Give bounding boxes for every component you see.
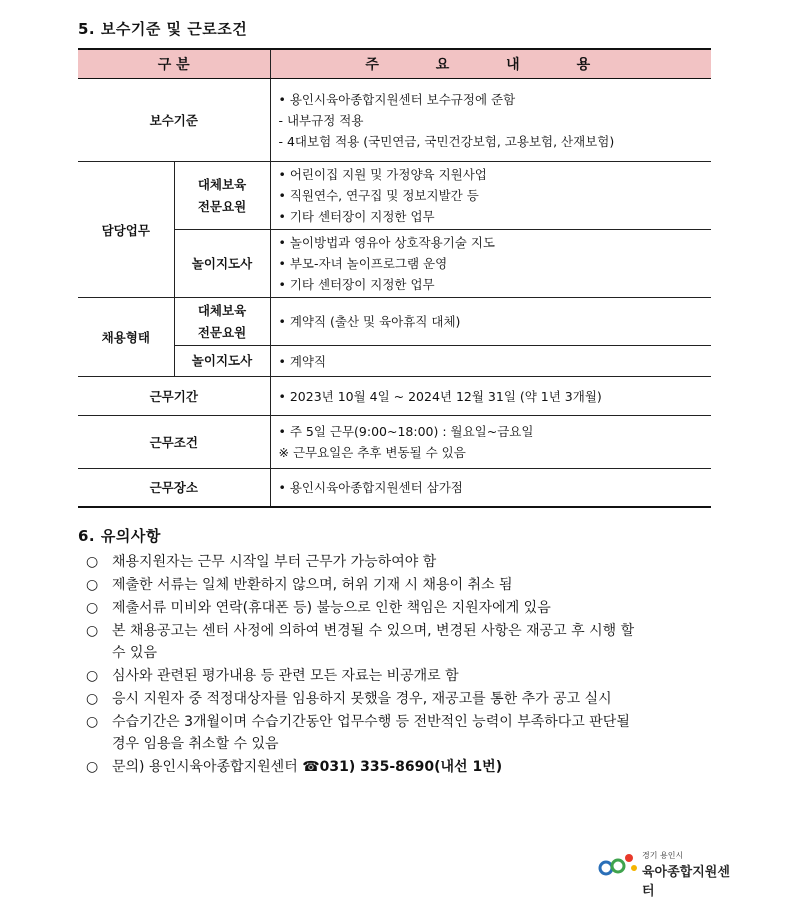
- contact-text: 문의) 용인시육아종합지원센터: [112, 759, 303, 775]
- circle-bullet-icon: ○: [86, 623, 99, 639]
- content-line: • 기타 센터장이 지정한 업무: [278, 209, 435, 224]
- circle-bullet-icon: ○: [86, 554, 99, 570]
- sub-line: 전문요원: [197, 198, 247, 214]
- table-row: [78, 469, 711, 507]
- sub-line: 대체보육: [197, 176, 247, 192]
- note-text: 채용지원자는 근무 시작일 부터 근무가 가능하여야 함: [112, 554, 437, 570]
- employment-sub-label: [174, 298, 270, 346]
- circle-bullet-icon: ○: [86, 714, 99, 730]
- note-text: 심사와 관련된 평가내용 등 관련 모든 자료는 비공개로 함: [112, 668, 459, 684]
- circle-bullet-icon: ○: [86, 691, 99, 707]
- section5-title: 5. 보수기준 및 근로조건: [78, 20, 248, 38]
- period-label: 근무기간: [78, 377, 270, 416]
- sub-line: 전문요원: [197, 324, 247, 340]
- circle-bullet-icon: ○: [86, 668, 99, 684]
- list-item: [86, 597, 726, 619]
- content-line: - 4대보험 적용 (국민연금, 국민건강보험, 고용보험, 산재보험): [278, 133, 615, 149]
- circle-bullet-icon: ○: [86, 759, 99, 775]
- list-item: [86, 551, 726, 573]
- header-content: 주 요 내 용: [270, 49, 711, 79]
- list-item: [86, 574, 726, 596]
- contact-item: [86, 756, 726, 778]
- conditions-label: 근무조건: [78, 416, 270, 469]
- content-line: • 기타 센터장이 지정한 업무: [278, 277, 435, 292]
- content-line: • 놀이방법과 영유아 상호작용기술 지도: [278, 235, 495, 250]
- logo-subtitle: 경기 용인시: [642, 851, 684, 860]
- header-category: 구 분: [78, 49, 270, 79]
- table-row: [78, 79, 711, 162]
- list-item: [86, 620, 726, 664]
- content-line: • 부모-자녀 놀이프로그램 운영: [278, 256, 448, 271]
- table-row: [78, 416, 711, 469]
- note-text: 경우 임용을 취소할 수 있음: [112, 736, 279, 752]
- employment-content: • 계약직: [270, 346, 711, 377]
- sub-line: 대체보육: [197, 302, 247, 318]
- period-content: • 2023년 10월 4일 ~ 2024년 12월 31일 (약 1년 3개월): [270, 377, 711, 416]
- conditions-table: [78, 48, 711, 508]
- table-row: [78, 377, 711, 416]
- employment-label: 채용형태: [78, 298, 174, 377]
- contact-phone: ☎031) 335-8690(내선 1번): [302, 759, 503, 775]
- content-line: • 어린이집 지원 및 가정양육 지원사업: [278, 167, 487, 182]
- content-line: • 용인시육아종합지원센터 보수규정에 준함: [278, 91, 516, 107]
- employment-content: • 계약직 (출산 및 육아휴직 대체): [270, 298, 711, 346]
- table-header-row: [78, 49, 711, 79]
- note-text: 수습기간은 3개월이며 수습기간동안 업무수행 등 전반적인 능력이 부족하다고 판단될: [112, 714, 630, 730]
- note-text: 수 있음: [112, 645, 158, 661]
- conditions-content: [270, 416, 711, 469]
- duties-sub-label: 놀이지도사: [174, 230, 270, 298]
- duties-content: [270, 230, 711, 298]
- location-content: • 용인시육아종합지원센터 삼가점: [270, 469, 711, 507]
- circle-bullet-icon: ○: [86, 577, 99, 593]
- content-line: • 직원연수, 연구집 및 정보지발간 등: [278, 188, 479, 203]
- note-text: 응시 지원자 중 적정대상자를 임용하지 못했을 경우, 재공고를 통한 추가 공고 실시: [112, 691, 612, 707]
- table-row: [78, 162, 711, 230]
- circle-bullet-icon: ○: [86, 600, 99, 616]
- content-line: • 주 5일 근무(9:00~18:00) : 월요일~금요일: [278, 424, 534, 439]
- note-text: 본 채용공고는 센터 사정에 의하여 변경될 수 있으며, 변경된 사항은 재공고 후 시행 할: [112, 623, 635, 639]
- table-row: [78, 298, 711, 346]
- list-item: [86, 688, 726, 710]
- logo-mark-icon: [598, 848, 640, 880]
- list-item: [86, 665, 726, 687]
- note-text: 제출한 서류는 일체 반환하지 않으며, 허위 기재 시 채용이 취소 됨: [112, 577, 513, 593]
- location-label: 근무장소: [78, 469, 270, 507]
- duties-label: 담당업무: [78, 162, 174, 298]
- employment-sub-label: 놀이지도사: [174, 346, 270, 377]
- logo-name: 육아종합지원센터: [642, 865, 730, 899]
- content-line: - 내부규정 적용: [278, 112, 364, 128]
- center-logo: [598, 848, 738, 899]
- pay-content: [270, 79, 711, 162]
- section6-title: 6. 유의사항: [78, 527, 161, 545]
- list-item: [86, 711, 726, 755]
- content-line: ※ 근무요일은 추후 변동될 수 있음: [278, 445, 466, 460]
- note-text: 제출서류 미비와 연락(휴대폰 등) 불능으로 인한 책임은 지원자에게 있음: [112, 600, 551, 616]
- duties-content: [270, 162, 711, 230]
- duties-sub-label: [174, 162, 270, 230]
- pay-label: 보수기준: [78, 79, 270, 162]
- notes-list: [86, 551, 726, 779]
